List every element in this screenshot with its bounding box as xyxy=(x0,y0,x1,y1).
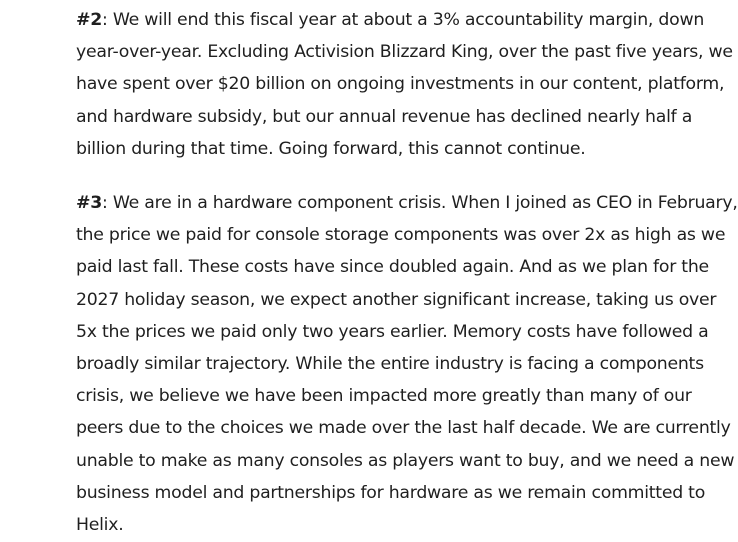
line-text: : We are in a hardware component crisis. When I joined as CEO in February, xyxy=(102,193,738,214)
text-line: billion during that time. Going forward, this cannot continue. xyxy=(76,138,586,159)
text-line: 2027 holiday season, we expect another significant increase, taking us over xyxy=(76,289,717,310)
text-line: crisis, we believe we have been impacted more greatly than many of our xyxy=(76,386,692,407)
line-text: : We will end this fiscal year at about a 3% accountability margin, down xyxy=(102,10,705,30)
text-line: business model and partnerships for hardware as we remain committed to xyxy=(76,482,706,503)
document-body xyxy=(76,4,738,541)
text-line: have spent over $20 billion on ongoing investments in our content, platform, xyxy=(76,74,725,95)
paragraph-number: #2 xyxy=(76,10,103,30)
paragraph-3 xyxy=(76,187,738,541)
text-line: Helix. xyxy=(76,515,124,536)
text-line: year-over-year. Excluding Activision Blizzard King, over the past five years, we xyxy=(76,42,733,63)
text-line: broadly similar trajectory. While the entire industry is facing a components xyxy=(76,354,704,375)
text-line: 5x the prices we paid only two years earlier. Memory costs have followed a xyxy=(76,321,709,342)
text-line: and hardware subsidy, but our annual revenue has declined nearly half a xyxy=(76,106,693,127)
paragraph-number: #3 xyxy=(76,193,103,214)
text-line: the price we paid for console storage components was over 2x as high as we xyxy=(76,225,726,246)
text-line xyxy=(76,187,738,219)
text-line: unable to make as many consoles as players want to buy, and we need a new xyxy=(76,450,735,471)
text-line: paid last fall. These costs have since doubled again. And as we plan for the xyxy=(76,257,709,278)
text-line xyxy=(76,4,726,36)
paragraph-2 xyxy=(76,4,733,165)
text-line: peers due to the choices we made over the last half decade. We are currently xyxy=(76,418,731,439)
